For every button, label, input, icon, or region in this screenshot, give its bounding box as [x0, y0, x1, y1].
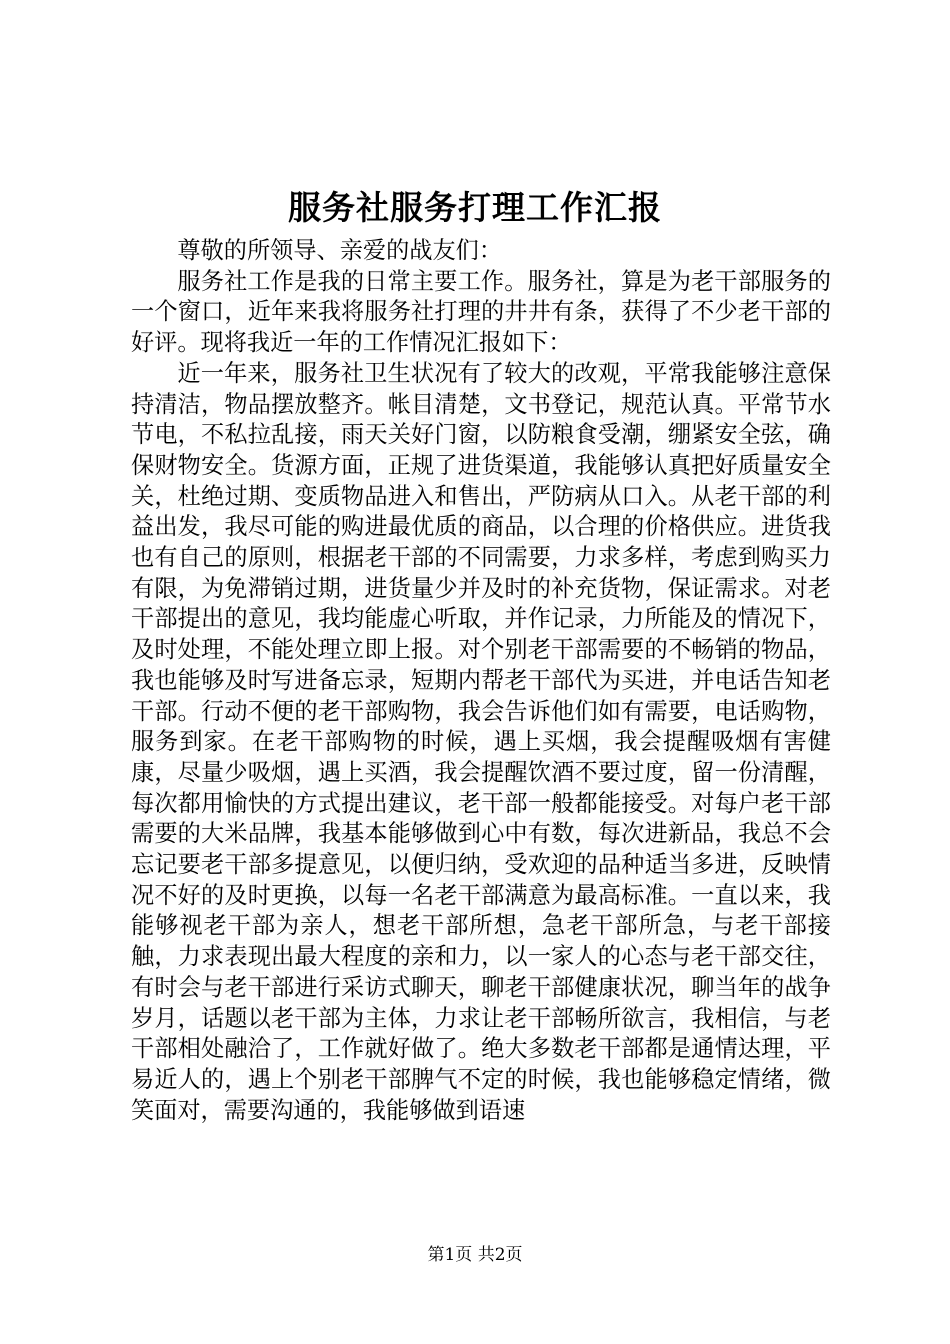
intro-paragraph: 服务社工作是我的日常主要工作。服务社，算是为老干部服务的一个窗口，近年来我将服务社打理的井井有条，获得了不少老干部的好评。现将我近一年的工作情况汇报如下： — [131, 267, 831, 357]
page-number-footer: 第1页 共2页 — [427, 1245, 523, 1265]
document-title: 服务社服务打理工作汇报 — [288, 188, 662, 227]
body-paragraph: 近一年来，服务社卫生状况有了较大的改观，平常我能够注意保持清洁，物品摆放整齐。帐目清楚，文书登记，规范认真。平常节水节电，不私拉乱接，雨天关好门窗，以防粮食受潮，绷紧安全弦，确保财物安全。货源方面，正规了进货渠道，我能够认真把好质量安全关，杜绝过期、变质物品进入和售出，严防病从口入。从老干部的利益出发，我尽可能的购进最优质的商品，以合理的价格供应。进货我也有自己的原则，根据老干部的不同需要，力求多样，考虑到购买力有限，为免滞销过期，进货量少并及时的补充货物，保证需求。对老干部提出的意见，我均能虚心听取，并作记录，力所能及的情况下，及时处理，不能处理立即上报。对个别老干部需要的不畅销的物品，我也能够及时写进备忘录，短期内帮老干部代为买进，并电话告知老干部。行动不便的老干部购物，我会告诉他们如有需要，电话购物，服务到家。在老干部购物的时候，遇上买烟，我会提醒吸烟有害健康，尽量少吸烟，遇上买酒，我会提醒饮酒不要过度，留一份清醒，每次都用愉快的方式提出建议，老干部一般都能接受。对每户老干部需要的大米品牌，我基本能够做到心中有数，每次进新品，我总不会忘记要老干部多提意见，以便归纳，受欢迎的品种适当多进，反映情况不好的及时更换，以每一名老干部满意为最高标准。一直以来，我能够视老干部为亲人，想老干部所想，急老干部所急，与老干部接触，力求表现出最大程度的亲和力，以一家人的心态与老干部交往，有时会与老干部进行采访式聊天，聊老干部健康状况，聊当年的战争岁月，话题以老干部为主体，力求让老干部畅所欲言，我相信，与老干部相处融洽了，工作就好做了。绝大多数老干部都是通情达理，平易近人的，遇上个别老干部脾气不定的时候，我也能够稳定情绪，微笑面对，需要沟通的，我能够做到语速 — [131, 359, 831, 1124]
document-body — [131, 236, 831, 1126]
salutation-paragraph: 尊敬的所领导、亲爱的战友们： — [177, 237, 503, 264]
